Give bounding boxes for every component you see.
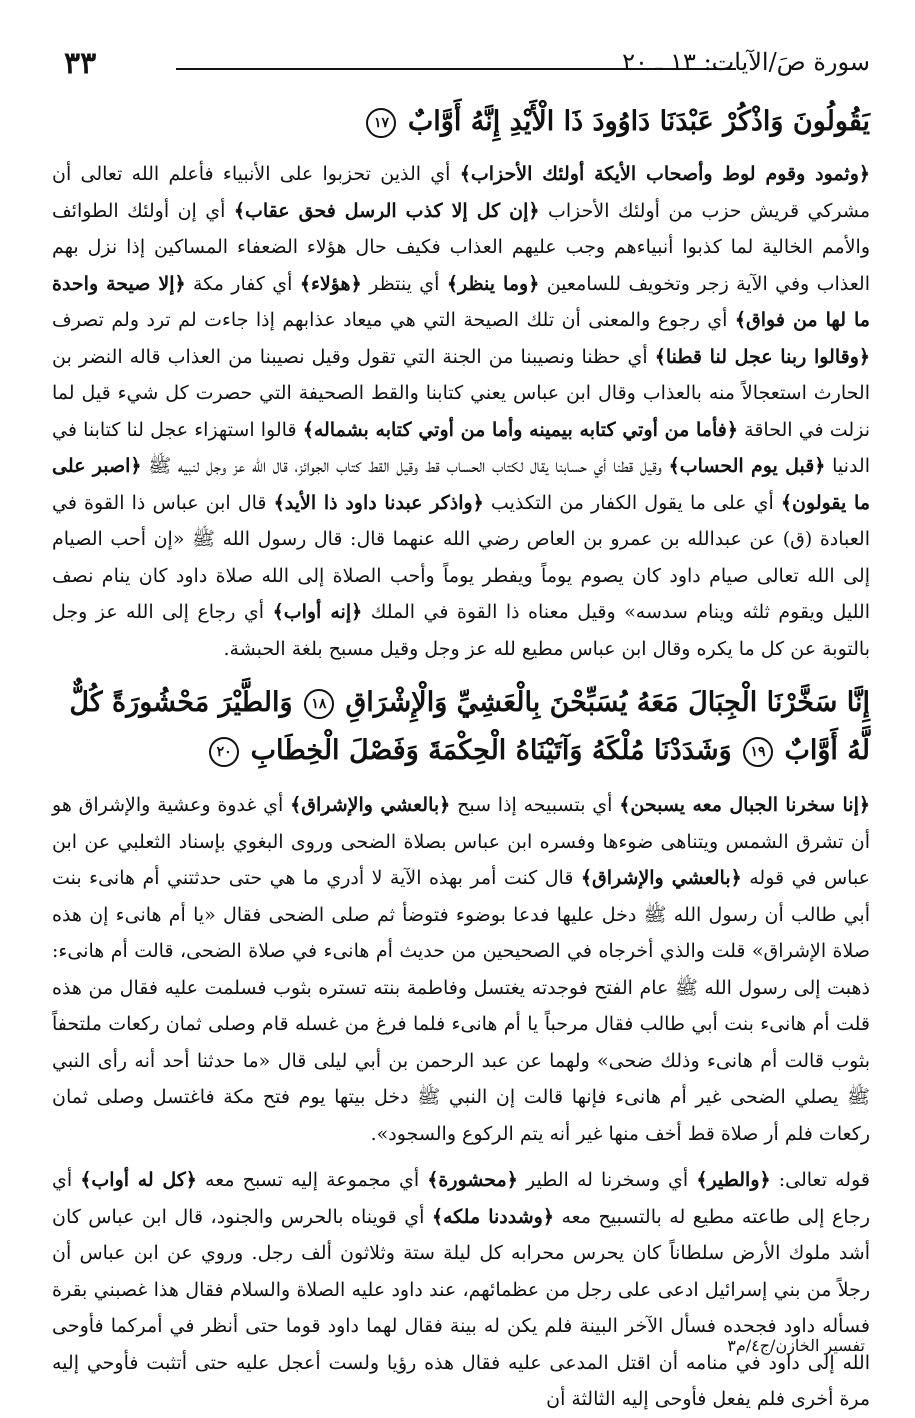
commentary-text: أي قويناه بالحرس والجنود، قال ابن عباس كان أشد ملوك الأرض سلطاناً كان يحرس محرابه كل ليلة ستة وثلاثون ألف رجل. وروي عن ابن عباس أن رجلاً من بني إسرائيل ادعى على رجل من عظمائهم، عند داود عليه الصلاة والسلام فقال هذا غصبني بقرة فسأله داود فجحده فسأل الآخر البينة فلم يكن له بينة فقال لهما داود قوما حتى أنظر في أمركما فأوحى الله إلى داود في منامه أن اقتل المدعى عليه فقال هذه رؤيا ولست أعجل عليه حتى أتثبت فأوحي إليه مرة أخرى فلم يفعل فأوحى إليه الثالثة أن [52, 1205, 870, 1410]
spacer [52, 146, 870, 156]
commentary-text: أي رجوع والمعنى أن تلك الصيحة التي هي ميعاد عذابهم إذا جاءت لم ترد ولم تصرف [52, 309, 735, 331]
page-number: ٣٣ [64, 46, 97, 81]
quoted-verse: ﴿كل له أواب﴾ [80, 1169, 197, 1191]
quoted-verse: ﴿إنه أواب﴾ [272, 601, 363, 623]
quoted-verse: ﴿اصبر على ما يقولون﴾ [52, 455, 870, 514]
commentary-text: أي وسخرنا له الطير [517, 1169, 697, 1191]
quoted-verse: ﴿فأما من أوتي كتابه بيمينه وأما من أوتي كتابه بشماله﴾ [302, 418, 738, 441]
commentary-text: أي إن أولئك الطوائف والأمم الخالية لما كذبوا أنبياءهم وجب عليهم العذاب فكيف حال هؤلاء الضعفاء المساكين إذا نزل بهم العذاب وفي الآية زجر وتخويف للسامعين [52, 199, 870, 295]
quoted-verse: ﴿وقالوا ربنا عجل لنا قطنا﴾ [654, 345, 871, 368]
commentary-text: قال ابن عباس ذا القوة في العبادة (ق) عن عبدالله بن عمرو بن العاص رضي الله عنهما قال: قال رسول الله ﷺ «إن أحب الصيام إلى الله تعالى صيام داود كان يصوم يوماً ويفطر يوماً وأحب الصلاة إلى الله صلاة داود كان ينام نصف الليل ويقوم ثلثه وينام سدسه» وقيل معناه ذا القوة في الملك [52, 491, 871, 623]
quoted-verse: ﴿بالعشي والإشراق﴾ [580, 867, 742, 889]
quoted-verse: ﴿هؤلاء﴾ [299, 272, 362, 295]
commentary-text: قالوا استهزاء عجل لنا كتابنا في الدنيا [52, 418, 870, 477]
verse-text: يَقُولُونَ وَاذْكُرْ عَبْدَنَا دَاوُودَ ذَا الْأَيْدِ إِنَّهُ أَوَّابٌ [407, 106, 870, 137]
quran-verse-17 [52, 98, 870, 146]
spacer [52, 1152, 870, 1162]
surah-title: سورة صَ/الآيات: ١٣ ـ ٢٠ [622, 48, 870, 76]
commentary-text: أي مجموعة إليه تسبح معه [196, 1169, 428, 1191]
verse-text: إِنَّا سَخَّرْنَا الْجِبَالَ مَعَهُ يُسَبِّحْنَ بِالْعَشِيِّ وَالْإِشْرَاقِ [345, 687, 870, 718]
commentary-text: أي بتسبيحه إذا سبح [450, 794, 620, 816]
quran-verses-18-20 [52, 679, 870, 775]
commentary-text: أي حظنا ونصيبنا من الجنة التي تقول وقيل نصيبنا من العذاب قاله النضر بن الحارث استعجالاً منه بالعذاب وقال ابن عباس يعني كتابنا والقط الصحيفة التي حصرت كل شيء قيل لما نزلت في الحاقة [52, 345, 870, 441]
book-signature-footer: تفسير الخازن/ج٤/م٣ [727, 1336, 865, 1355]
commentary-text: وقيل قطنا أي حسابنا يقال لكتاب الحساب قط وقيل القط كتاب الجوائز، قال الله عز وجل لنبيه ﷺ [141, 455, 669, 477]
quoted-verse: ﴿إلا صيحة واحدة ما لها من فواق﴾ [52, 272, 870, 331]
quoted-verse: ﴿إن كل إلا كذب الرسل فحق عقاب﴾ [233, 199, 540, 222]
commentary-text: أي كفار مكة [185, 272, 300, 295]
commentary-paragraph-3 [52, 1162, 870, 1418]
commentary-text: أي الذين تحزبوا على الأنبياء فأعلم الله تعالى أن مشركي قريش حزب من أولئك الأحزاب [52, 163, 870, 222]
quoted-verse: ﴿قبل يوم الحساب﴾ [668, 455, 826, 477]
verse-number-17: ١٧ [366, 108, 396, 138]
commentary-paragraph-2 [52, 787, 870, 1152]
verse-text: وَالطَّيْرَ مَحْشُورَةً كُلٌّ لَّهُ أَوَّابٌ [69, 687, 870, 766]
running-header [52, 44, 870, 84]
spacer [52, 775, 870, 787]
commentary-text: أي على ما يقول الكفار من التكذيب [483, 491, 781, 514]
commentary-text: قوله تعالى: [770, 1169, 870, 1191]
commentary-text: أي ينتظر [361, 272, 447, 295]
quoted-verse: ﴿محشورة﴾ [427, 1169, 518, 1191]
quoted-verse: ﴿والطير﴾ [696, 1169, 771, 1191]
commentary-text: أي رجاع إلى الله عز وجل بالتوبة عن كل ما يكره وقال ابن عباس مطيع لله عز وجل وقيل مسبح بلغة الحبشة. [52, 601, 870, 660]
quoted-verse: ﴿وما ينظر﴾ [446, 272, 540, 295]
verse-text: وَشَدَدْنَا مُلْكَهُ وَآتَيْنَاهُ الْحِكْمَةَ وَفَصْلَ الْخِطَابِ [250, 735, 732, 766]
commentary-paragraph-1 [52, 156, 870, 667]
quoted-verse: ﴿واذكر عبدنا داود ذا الأيد﴾ [273, 491, 484, 514]
quoted-verse: ﴿وثمود وقوم لوط وأصحاب الأيكة أولئك الأحزاب﴾ [459, 163, 870, 185]
verse-number-19: ١٩ [743, 737, 773, 767]
commentary-text: أي غدوة وعشية والإشراق هو أن تشرق الشمس ويتناهى ضوءها وفسره ابن عباس بصلاة الضحى وروى البغوي بإسناد الثعلبي عن ابن عباس في قوله [52, 794, 871, 889]
page-body [52, 98, 870, 1418]
quoted-verse: ﴿وشددنا ملكه﴾ [431, 1205, 554, 1228]
quoted-verse: ﴿بالعشي والإشراق﴾ [290, 794, 451, 816]
commentary-text: قال كنت أمر بهذه الآية لا أدري ما هي حتى حدثتني أم هانىء بنت أبي طالب أن رسول الله ﷺ دخل عليها فدعا بوضوء فتوضأ ثم صلى الضحى فقال «يا أم هانىء إن هذه صلاة الإشراق» قلت والذي أخرجاه في الصحيحين من حديث أم هانىء في صلاة الضحى، قالت أم هانىء: ذهبت إلى رسول الله ﷺ عام الفتح فوجدته يغتسل وفاطمة بنته تستره بثوب فسلمت عليه فقال من هذه قلت أم هانىء بنت أبي طالب فقال مرحباً يا أم هانىء فلما فرغ من غسله قام وصلى ثمان ركعات ملتحفاً بثوب قالت أم هانىء وذلك ضحى» ولهما عن عبد الرحمن بن أبي ليلى قال «ما حدثنا أحد أنه رأى النبي ﷺ يصلي الضحى غير أم هانىء فإنها قالت إن النبي ﷺ دخل بيتها يوم فتح مكة فاغتسل وصلى ثمان ركعات فلم أر صلاة قط أخف منها غير أنه يتم الركوع والسجود». [52, 867, 870, 1145]
spacer [52, 667, 870, 679]
verse-number-18: ١٨ [304, 689, 334, 719]
commentary-text: أي رجاع إلى طاعته مطيع له بالتسبيح معه [52, 1169, 871, 1228]
verse-number-20: ٢٠ [209, 737, 239, 767]
quoted-verse: ﴿إنا سخرنا الجبال معه يسبحن﴾ [619, 794, 870, 816]
